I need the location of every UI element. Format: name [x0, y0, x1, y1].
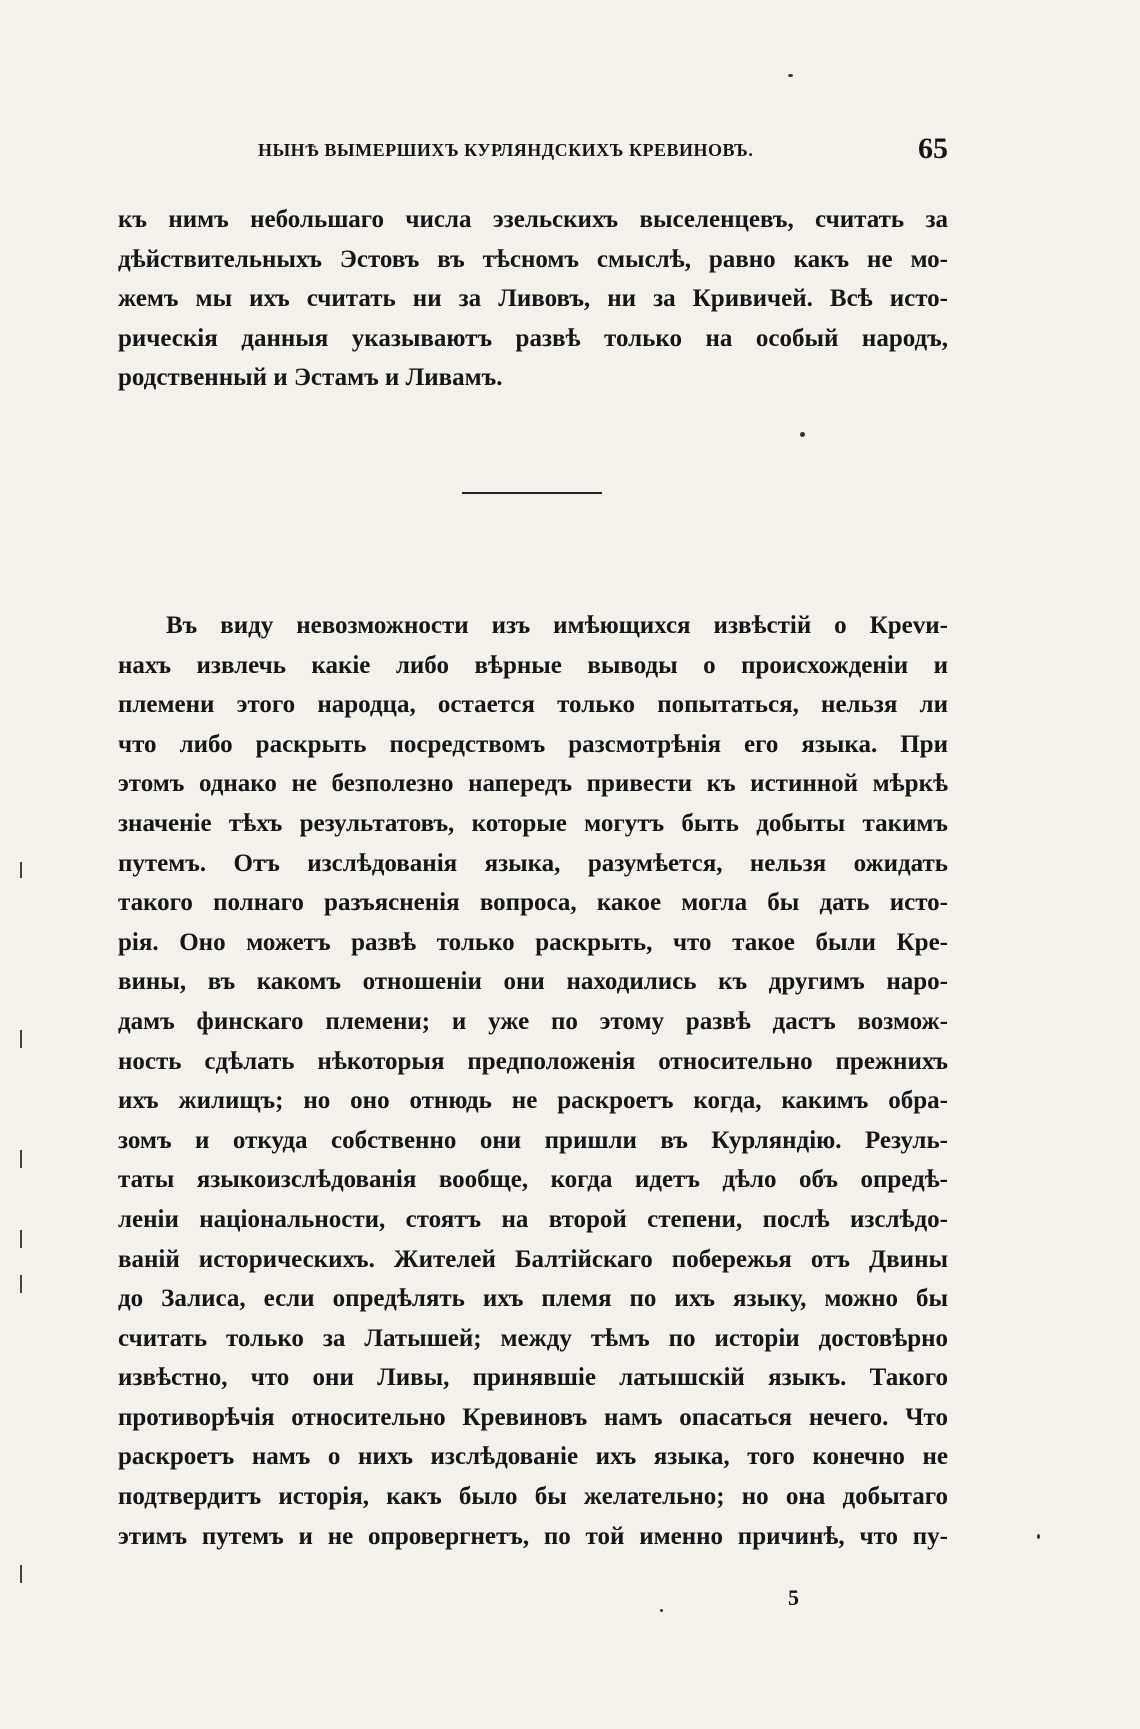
text-line: рическія данныя указываютъ развѣ только на особый народъ, [118, 324, 948, 352]
text-line: раскроетъ намъ о нихъ изслѣдованіе ихъ языка, того конечно не [118, 1443, 948, 1471]
text-line: этимъ путемъ и не опровергнетъ, по той именно причинѣ, что пу- [118, 1522, 948, 1550]
text-line: ность сдѣлать нѣкоторыя предположенія относительно прежнихъ [118, 1047, 948, 1075]
page-number: 65 [918, 132, 948, 165]
text-line: нахъ извлечь какіе либо вѣрные выводы о происхожденіи и [118, 651, 948, 679]
text-line: этомъ однако не безполезно напередъ привести къ истинной мѣркѣ [118, 770, 948, 798]
text-line: извѣстно, что они Ливы, принявшіе латышскій языкъ. Такого [118, 1364, 948, 1392]
text-line: Въ виду невозможности изъ имѣющихся извѣстій о Крevи- [166, 612, 948, 639]
paragraph-main [118, 606, 948, 1556]
margin-mark [20, 1275, 22, 1293]
running-title: НЫНѢ ВЫМЕРШИХЪ КУРЛЯНДСКИХЪ КРЕВИНОВЪ. [258, 140, 754, 160]
margin-mark [20, 1230, 22, 1248]
text-line: путемъ. Отъ изслѣдованія языка, разумѣется, нельзя ожидать [118, 849, 948, 877]
section-separator-rule [462, 492, 602, 494]
text-line: дамъ финскаго племени; и уже по этому развѣ дастъ возмож- [118, 1007, 948, 1035]
margin-mark [20, 1150, 22, 1168]
text-line: значеніе тѣхъ результатовъ, которые могутъ быть добыты такимъ [118, 809, 948, 837]
scan-speck [788, 74, 793, 77]
text-line: рія. Оно можетъ развѣ только раскрыть, что такое были Кре- [118, 928, 948, 956]
text-line: племени этого народца, остается только попытаться, нельзя ли [118, 691, 948, 719]
text-line: жемъ мы ихъ считать ни за Ливовъ, ни за Кривичей. Всѣ исто- [118, 285, 948, 313]
text-line: что либо раскрыть посредствомъ разсмотрѣнія его языка. При [118, 730, 948, 758]
text-line: родственный и Эстамъ и Ливамъ. [118, 364, 503, 392]
margin-mark [20, 1565, 22, 1583]
text-line: такого полнаго разъясненія вопроса, какое могла бы дать исто- [118, 889, 948, 917]
text-line: ихъ жилищъ; но оно отнюдь не раскроетъ когда, какимъ обра- [118, 1087, 948, 1115]
text-line: противорѣчія относительно Кревиновъ намъ опасаться нечего. Что [118, 1403, 948, 1431]
text-line: ваній историческихъ. Жителей Балтійскаго побережья отъ Двины [118, 1245, 948, 1273]
scan-speck [800, 432, 805, 437]
text-line: леніи національности, стоятъ на второй степени, послѣ изслѣдо- [118, 1205, 948, 1233]
scan-speck [1037, 1534, 1040, 1539]
paragraph-continuation [118, 200, 948, 398]
text-line: до Залиса, если опредѣлять ихъ племя по ихъ языку, можно бы [118, 1285, 948, 1313]
text-line: зомъ и откуда собственно они пришли въ Курляндію. Резуль- [118, 1126, 948, 1154]
text-line: считать только за Латышей; между тѣмъ по исторіи достовѣрно [118, 1324, 948, 1352]
signature-mark: 5 [788, 1585, 799, 1610]
margin-mark [20, 862, 22, 878]
text-line: дѣйствительныхъ Эстовъ въ тѣсномъ смыслѣ, равно какъ не мо- [118, 245, 948, 273]
running-head [118, 132, 948, 172]
text-line: вины, въ какомъ отношеніи они находились къ другимъ наро- [118, 968, 948, 996]
text-line: подтвердитъ исторія, какъ было бы желательно; но она добытаго [118, 1483, 948, 1511]
text-line: къ нимъ небольшаго числа эзельскихъ выселенцевъ, считать за [118, 206, 948, 233]
text-line: таты языкоизслѣдованія вообще, когда идетъ дѣло объ опредѣ- [118, 1166, 948, 1194]
scan-speck [660, 1609, 663, 1612]
margin-mark [20, 1030, 22, 1048]
